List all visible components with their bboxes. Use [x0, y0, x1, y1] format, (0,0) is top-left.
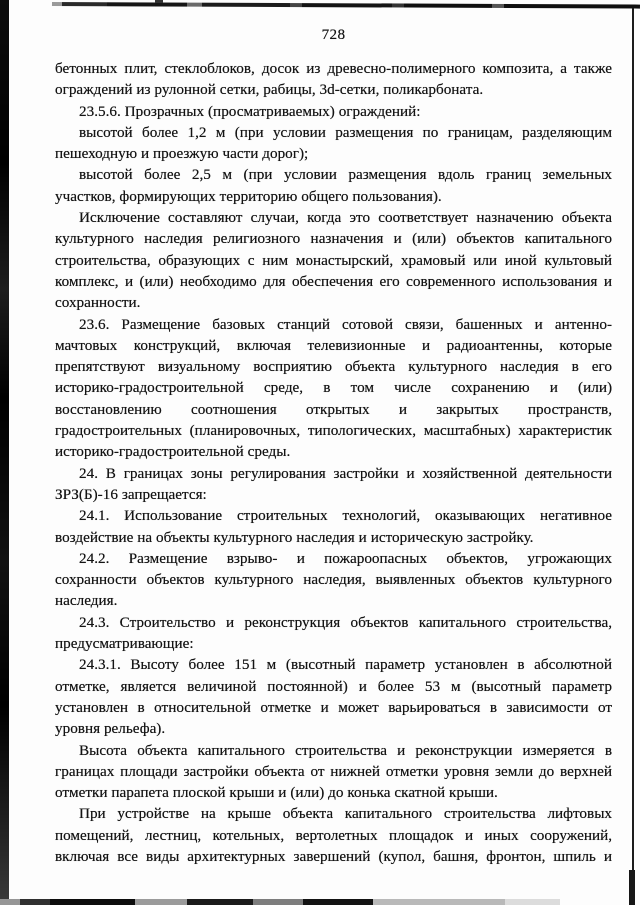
text-line: культурного наследия религиозного назначения и (или) объектов капитального — [55, 230, 612, 248]
text-line: пешеходную и проезжую части дорог); — [55, 145, 309, 163]
text-line: отметки парапета плоской крыши и (или) до конька скатной крыши. — [55, 784, 498, 802]
scan-edge-right — [632, 8, 634, 905]
text-line: строительства, образующих с ним монастырский, храмовый или иной культовый — [55, 251, 612, 269]
text-line: включая все виды архитектурных завершений (купол, башня, фронтон, шпиль и — [55, 847, 612, 865]
text-line: высотой более 2,5 м (при условии размещения вдоль границ земельных — [79, 166, 612, 184]
text-line: предусматривающие: — [55, 635, 194, 653]
text-line: ограждений из рулонной сетки, рабицы, 3d-сетки, поликарбоната. — [55, 81, 484, 99]
text-line: границах площади застройки объекта от нижней отметки уровня земли до верхней — [55, 762, 612, 780]
text-line: установлен в относительной отметке и может варьироваться в зависимости от — [55, 698, 612, 716]
text-line: сохранности. — [55, 294, 141, 312]
text-line: мачтовых конструкций, включая телевизионные и радиоантенны, которые — [55, 336, 612, 354]
scan-edge-left — [0, 0, 9, 905]
scan-edge-top — [52, 2, 640, 9]
text-line: 23.5.6. Прозрачных (просматриваемых) ограждений: — [79, 102, 421, 120]
text-line: сохранности объектов культурного наследия, выявленных объектов культурного — [55, 571, 612, 589]
paragraph — [55, 740, 612, 804]
paragraph — [55, 463, 612, 506]
text-line: восстановлению соотношения открытых и закрытых пространств, — [55, 400, 612, 418]
paragraph — [55, 58, 612, 101]
scan-edge-top-tick — [155, 0, 163, 3]
text-line: высотой более 1,2 м (при условии размещения по границам, разделяющим — [79, 123, 612, 141]
text-line: историко-градостроительной среде, в том числе сохранению и (или) — [55, 379, 612, 397]
text-line: Исключение составляют случаи, когда это соответствует назначению объекта — [79, 209, 612, 227]
paragraph — [55, 548, 612, 612]
text-line: 24.3. Строительство и реконструкция объектов капитального строительства, — [79, 613, 612, 631]
text-line: уровня рельефа). — [55, 720, 166, 738]
paragraph — [55, 612, 612, 655]
text-line: 24.1. Использование строительных технологий, оказывающих негативное — [79, 507, 612, 525]
text-line: участков, формирующих территорию общего пользования). — [55, 187, 442, 205]
text-line: Высота объекта капитального строительства и реконструкции измеряется в — [79, 741, 612, 759]
text-line: историко-градостроительной среды. — [55, 443, 291, 461]
text-line: 24.3.1. Высоту более 151 м (высотный параметр установлен в абсолютной — [79, 656, 612, 674]
paragraph — [55, 505, 612, 548]
text-line: градостроительных (планировочных, типологических, масштабных) характеристик — [55, 422, 612, 440]
scan-edge-bottom — [0, 899, 560, 905]
scan-edge-right-bottom — [629, 870, 635, 905]
paragraph — [55, 654, 612, 739]
text-line: ЗРЗ(Б)-16 запрещается: — [55, 485, 207, 503]
text-line: При устройстве на крыше объекта капитального строительства лифтовых — [79, 805, 612, 823]
text-line: 23.6. Размещение базовых станций сотовой связи, башенных и антенно- — [79, 315, 612, 333]
text-line: отметке, является величиной постоянной) и более 53 м (высотный параметр — [55, 677, 612, 695]
paragraph — [55, 122, 612, 165]
text-line: бетонных плит, стеклоблоков, досок из древесно-полимерного композита, а также — [55, 60, 612, 77]
paragraph — [55, 207, 612, 313]
paragraph — [55, 101, 612, 122]
text-line: препятствуют визуальному восприятию объекта культурного наследия в его — [55, 358, 612, 376]
text-line: 24.2. Размещение взрыво- и пожароопасных объектов, угрожающих — [79, 549, 612, 567]
text-line: комплекс, и (или) необходимо для обеспечения его современного использования и — [55, 272, 612, 290]
text-column — [55, 24, 612, 867]
text-line: наследия. — [55, 592, 118, 610]
paragraph — [55, 803, 612, 867]
page-number: 728 — [321, 26, 346, 43]
text-line: воздействие на объекты культурного наследия и историческую застройку. — [55, 528, 534, 546]
paragraph — [55, 164, 612, 207]
paragraph — [55, 314, 612, 463]
text-line: 24. В границах зоны регулирования застройки и хозяйственной деятельности — [79, 464, 612, 482]
text-line: помещений, лестниц, котельных, вертолетных площадок и иных сооружений, — [55, 826, 612, 844]
